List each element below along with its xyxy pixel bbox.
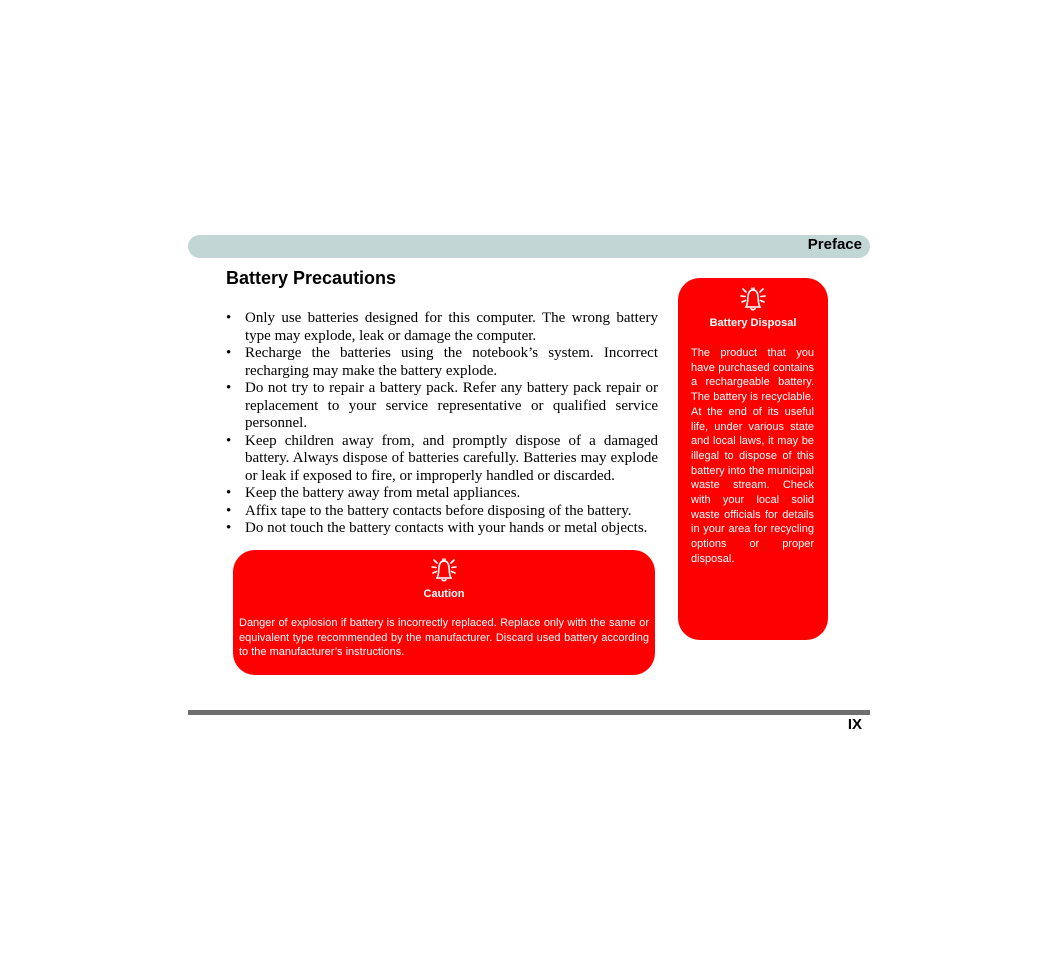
bullet-icon: • bbox=[226, 380, 232, 396]
list-item bbox=[226, 485, 658, 503]
bullet-icon: • bbox=[226, 310, 232, 326]
list-item bbox=[226, 310, 658, 345]
list-item-text: Do not touch the battery contacts with your hands or metal objects. bbox=[245, 520, 648, 536]
list-item bbox=[226, 503, 658, 521]
list-item-text: Keep the battery away from metal appliances. bbox=[245, 485, 521, 501]
bullet-icon: • bbox=[226, 502, 232, 519]
battery-disposal-box bbox=[678, 278, 828, 640]
list-item bbox=[226, 345, 658, 380]
list-item-text: Keep children away from, and promptly dispose of a damaged battery. Always dispose of batteries carefully. Batteries may explode or leak if exposed to fire, or improperly handled or discarded. bbox=[245, 432, 658, 484]
list-item-text: Do not try to repair a battery pack. Refer any battery pack repair or replacement to your service representative or qualified service personnel. bbox=[245, 380, 658, 431]
bullet-icon: • bbox=[226, 520, 232, 536]
bullet-icon: • bbox=[226, 485, 232, 501]
page-number: IX bbox=[847, 716, 862, 733]
section-title: Battery Precautions bbox=[226, 268, 397, 288]
battery-disposal-title: Battery Disposal bbox=[709, 317, 797, 329]
alarm-bell-icon bbox=[426, 556, 462, 582]
battery-disposal-body: The product that you have purchased contains a rechargeable battery. The battery is recyclable. At the end of its useful life, under various state and local laws, it may be illegal to dispose of this battery into the municipal waste stream. Check with your local solid waste officials for details in your area for recycling options or proper disposal. bbox=[691, 347, 814, 565]
bullet-icon: • bbox=[226, 432, 232, 449]
list-item-text: Only use batteries designed for this computer. The wrong battery type may explode, leak or damage the computer. bbox=[245, 310, 658, 344]
list-item bbox=[226, 380, 658, 433]
footer-rule bbox=[188, 710, 870, 715]
bullet-icon: • bbox=[226, 345, 232, 361]
caution-box bbox=[233, 550, 655, 675]
list-item bbox=[226, 520, 658, 538]
caution-title: Caution bbox=[423, 588, 465, 600]
header-bar bbox=[188, 235, 870, 258]
list-item-text: Recharge the batteries using the notebook’s system. Incorrect recharging may make the battery explode. bbox=[245, 345, 658, 379]
header-title: Preface bbox=[807, 236, 862, 253]
alarm-bell-icon bbox=[735, 285, 771, 311]
list-item-text: Affix tape to the battery contacts before disposing of the battery. bbox=[245, 502, 632, 519]
precautions-list bbox=[226, 310, 658, 538]
list-item bbox=[226, 433, 658, 486]
caution-body: Danger of explosion if battery is incorrectly replaced. Replace only with the same or equivalent type recommended by the manufacturer. Discard used battery according to the manufacturer’s instructions. bbox=[239, 617, 649, 659]
